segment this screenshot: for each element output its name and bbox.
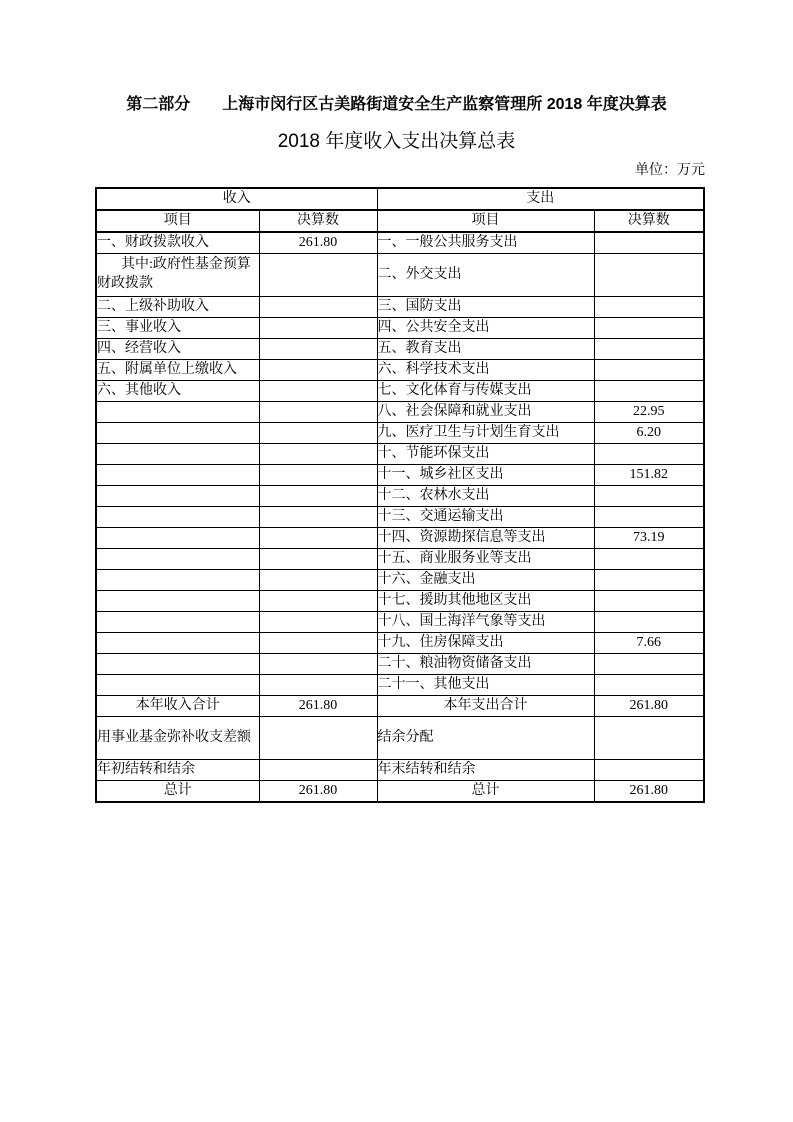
table-row	[96, 422, 704, 443]
income-section-header: 收入	[96, 188, 377, 210]
expense-item-cell: 二、外交支出	[377, 253, 594, 296]
expense-item-column-header: 项目	[377, 210, 594, 232]
income-amount-cell: 261.80	[259, 232, 377, 254]
table-row	[96, 338, 704, 359]
income-amount-cell	[259, 759, 377, 780]
income-item-cell	[96, 527, 259, 548]
expense-amount-cell: 151.82	[594, 464, 704, 485]
table-row	[96, 464, 704, 485]
income-item-cell: 总计	[96, 780, 259, 802]
income-amount-column-header: 决算数	[259, 210, 377, 232]
income-amount-cell	[259, 485, 377, 506]
expense-item-cell: 总计	[377, 780, 594, 802]
table-row	[96, 317, 704, 338]
income-amount-cell	[259, 716, 377, 759]
expense-amount-cell	[594, 485, 704, 506]
income-item-cell	[96, 422, 259, 443]
income-amount-cell	[259, 401, 377, 422]
expense-amount-cell	[594, 443, 704, 464]
income-amount-cell	[259, 464, 377, 485]
expense-item-cell: 一、一般公共服务支出	[377, 232, 594, 254]
income-amount-cell	[259, 380, 377, 401]
table-row	[96, 569, 704, 590]
table-row	[96, 506, 704, 527]
table-row	[96, 253, 704, 296]
expense-amount-cell: 6.20	[594, 422, 704, 443]
table-row	[96, 653, 704, 674]
expense-amount-cell	[594, 611, 704, 632]
expense-amount-cell: 73.19	[594, 527, 704, 548]
income-amount-cell	[259, 611, 377, 632]
expense-amount-cell	[594, 359, 704, 380]
expense-item-cell: 二十、粮油物资储备支出	[377, 653, 594, 674]
income-item-column-header: 项目	[96, 210, 259, 232]
table-row	[96, 359, 704, 380]
expense-item-cell: 八、社会保障和就业支出	[377, 401, 594, 422]
table-header	[96, 188, 704, 232]
income-item-cell	[96, 632, 259, 653]
income-amount-cell	[259, 443, 377, 464]
expense-amount-cell	[594, 232, 704, 254]
table-row	[96, 380, 704, 401]
income-amount-cell	[259, 653, 377, 674]
expense-amount-cell: 261.80	[594, 780, 704, 802]
expense-item-cell: 十、节能环保支出	[377, 443, 594, 464]
income-item-cell	[96, 548, 259, 569]
expense-amount-column-header: 决算数	[594, 210, 704, 232]
income-amount-cell	[259, 548, 377, 569]
income-item-cell	[96, 443, 259, 464]
table-row	[96, 632, 704, 653]
income-item-cell: 一、财政拨款收入	[96, 232, 259, 254]
expense-item-cell: 二十一、其他支出	[377, 674, 594, 695]
income-amount-cell	[259, 569, 377, 590]
table-row	[96, 443, 704, 464]
income-item-cell: 其中:政府性基金预算财政拨款	[96, 253, 259, 296]
unit-label: 单位：万元	[635, 162, 705, 178]
income-item-cell: 五、附属单位上缴收入	[96, 359, 259, 380]
expense-amount-cell	[594, 338, 704, 359]
expense-item-cell: 五、教育支出	[377, 338, 594, 359]
income-amount-cell: 261.80	[259, 780, 377, 802]
income-amount-cell	[259, 632, 377, 653]
expense-amount-cell	[594, 253, 704, 296]
document-title: 第二部分 上海市闵行区古美路街道安全生产监察管理所 2018 年度决算表	[126, 96, 667, 113]
expense-item-cell: 十三、交通运输支出	[377, 506, 594, 527]
income-amount-cell	[259, 359, 377, 380]
expense-item-cell: 年末结转和结余	[377, 759, 594, 780]
expense-item-cell: 九、医疗卫生与计划生育支出	[377, 422, 594, 443]
income-item-cell: 四、经营收入	[96, 338, 259, 359]
expense-amount-cell	[594, 569, 704, 590]
expense-amount-cell	[594, 674, 704, 695]
income-amount-cell	[259, 422, 377, 443]
expense-item-cell: 七、文化体育与传媒支出	[377, 380, 594, 401]
income-item-cell: 本年收入合计	[96, 695, 259, 716]
income-item-cell	[96, 401, 259, 422]
income-amount-cell	[259, 253, 377, 296]
income-amount-cell	[259, 674, 377, 695]
table-row	[96, 548, 704, 569]
income-item-cell	[96, 506, 259, 527]
expense-item-cell: 三、国防支出	[377, 296, 594, 317]
table-title: 2018 年度收入支出决算总表	[277, 131, 516, 152]
expense-amount-cell: 261.80	[594, 695, 704, 716]
expense-amount-cell	[594, 548, 704, 569]
table-body	[96, 232, 704, 802]
income-amount-cell	[259, 590, 377, 611]
expense-amount-cell	[594, 759, 704, 780]
income-item-cell	[96, 464, 259, 485]
expense-amount-cell	[594, 296, 704, 317]
income-item-cell: 年初结转和结余	[96, 759, 259, 780]
expense-section-header: 支出	[377, 188, 704, 210]
column-header-row	[96, 210, 704, 232]
income-amount-cell: 261.80	[259, 695, 377, 716]
expense-amount-cell	[594, 653, 704, 674]
income-item-cell	[96, 590, 259, 611]
income-amount-cell	[259, 338, 377, 359]
section-header-row	[96, 188, 704, 210]
income-item-cell	[96, 569, 259, 590]
expense-item-cell: 十八、国土海洋气象等支出	[377, 611, 594, 632]
expense-item-cell: 十四、资源勘探信息等支出	[377, 527, 594, 548]
income-amount-cell	[259, 296, 377, 317]
expense-item-cell: 十二、农林水支出	[377, 485, 594, 506]
income-amount-cell	[259, 317, 377, 338]
expense-amount-cell	[594, 317, 704, 338]
expense-item-cell: 十六、金融支出	[377, 569, 594, 590]
expense-item-cell: 四、公共安全支出	[377, 317, 594, 338]
table-row	[96, 232, 704, 254]
expense-amount-cell	[594, 380, 704, 401]
expense-item-cell: 六、科学技术支出	[377, 359, 594, 380]
income-amount-cell	[259, 527, 377, 548]
table-row	[96, 716, 704, 759]
table-row	[96, 695, 704, 716]
income-amount-cell	[259, 506, 377, 527]
table-row	[96, 759, 704, 780]
income-item-cell	[96, 653, 259, 674]
table-row	[96, 674, 704, 695]
table-row	[96, 296, 704, 317]
table-row	[96, 401, 704, 422]
expense-item-cell: 十九、住房保障支出	[377, 632, 594, 653]
expense-amount-cell	[594, 716, 704, 759]
table-row	[96, 590, 704, 611]
expense-item-cell: 十一、城乡社区支出	[377, 464, 594, 485]
table-row	[96, 527, 704, 548]
income-item-cell	[96, 485, 259, 506]
table-row	[96, 485, 704, 506]
income-item-cell: 六、其他收入	[96, 380, 259, 401]
table-row	[96, 780, 704, 802]
expense-item-cell: 十七、援助其他地区支出	[377, 590, 594, 611]
budget-table	[95, 187, 705, 803]
expense-amount-cell	[594, 506, 704, 527]
income-item-cell	[96, 674, 259, 695]
expense-amount-cell	[594, 590, 704, 611]
expense-amount-cell: 7.66	[594, 632, 704, 653]
table-row	[96, 611, 704, 632]
income-item-cell: 三、事业收入	[96, 317, 259, 338]
income-item-cell: 二、上级补助收入	[96, 296, 259, 317]
income-item-cell	[96, 611, 259, 632]
expense-item-cell: 本年支出合计	[377, 695, 594, 716]
expense-item-cell: 十五、商业服务业等支出	[377, 548, 594, 569]
expense-amount-cell: 22.95	[594, 401, 704, 422]
expense-item-cell: 结余分配	[377, 716, 594, 759]
income-item-cell: 用事业基金弥补收支差额	[96, 716, 259, 759]
